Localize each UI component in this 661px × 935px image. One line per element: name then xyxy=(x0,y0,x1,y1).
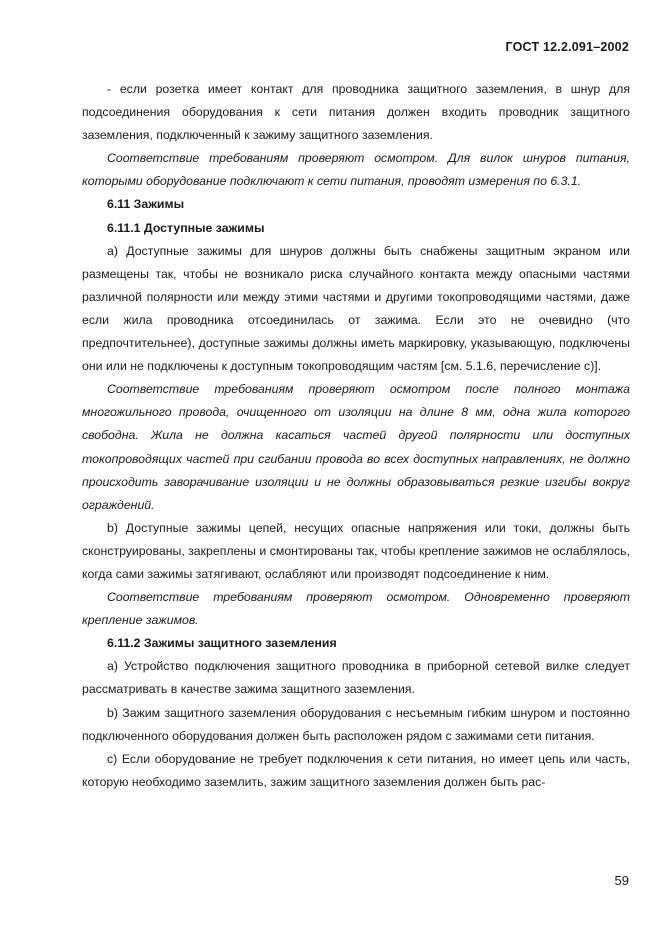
section-heading-6-11-1: 6.11.1 Доступные зажимы xyxy=(107,220,265,235)
paragraph-protective-earth-c: c) Если оборудование не требует подключения к сети питания, но имеет цепь или часть, которую необходимо заземлить, зажим защитного заземления должен быть рас- xyxy=(82,751,630,789)
page-number: 59 xyxy=(614,873,629,888)
paragraph-protective-earth-a: a) Устройство подключения защитного проводника в приборной сетевой вилке следует рассматривать в качестве зажима защитного заземления. xyxy=(82,659,630,697)
document-code-header: ГОСТ 12.2.091–2002 xyxy=(505,40,629,54)
paragraph-grounding-wire: - если розетка имеет контакт для проводника защитного заземления, в шнур для подсоединения оборудования к сети питания должен входить проводник защитного заземления, подключенный к зажиму защитного заземления. xyxy=(82,82,630,143)
paragraph-accessible-terminals-b: b) Доступные зажимы цепей, несущих опасные напряжения или токи, должны быть сконструированы, закреплены и смонтированы так, чтобы крепление зажимов не ослаблялось, когда сами зажимы затягивают, ослабляют или производят подсоединение к ним. xyxy=(82,520,630,581)
page-body xyxy=(82,78,630,794)
section-heading-6-11-2: 6.11.2 Зажимы защитного заземления xyxy=(107,636,337,651)
paragraph-compliance-stranded-wire: Соответствие требованиям проверяют осмотром после полного монтажа многожильного провода, очищенного от изоляции на длине 8 мм, одна жила которого свободна. Жила не должна касаться частей другой полярности или доступных токопроводящих частей при сгибании провода во всех доступных направлениях, не должно происходить заворачивание изоляции и не должны образовываться резкие изгибы вокруг ограждений. xyxy=(82,382,630,512)
paragraph-accessible-terminals-a: a) Доступные зажимы для шнуров должны быть снабжены защитным экраном или размещены так, чтобы не возникало риска случайного контакта между опасными частями различной полярности или между этими частями и другими токопроводящими частями, даже если жила проводника отсоединилась от зажима. Если это не очевидно (что предпочтительнее), доступные зажимы должны иметь маркировку, указывающую, подключены они или не подключены к доступным токопроводящим частям [см. 5.1.6, перечисление c)]. xyxy=(82,243,630,374)
paragraph-compliance-fastening: Соответствие требованиям проверяют осмотром. Одновременно проверяют крепление зажимов. xyxy=(82,590,630,628)
section-heading-6-11: 6.11 Зажимы xyxy=(107,197,185,212)
paragraph-protective-earth-b: b) Зажим защитного заземления оборудования с несъемным гибким шнуром и постоянно подключенного оборудования должен быть расположен рядом с зажимами сети питания. xyxy=(82,705,630,743)
paragraph-compliance-check: Соответствие требованиям проверяют осмотром. Для вилок шнуров питания, которыми оборудование подключают к сети питания, проводят измерения по 6.3.1. xyxy=(82,151,630,189)
